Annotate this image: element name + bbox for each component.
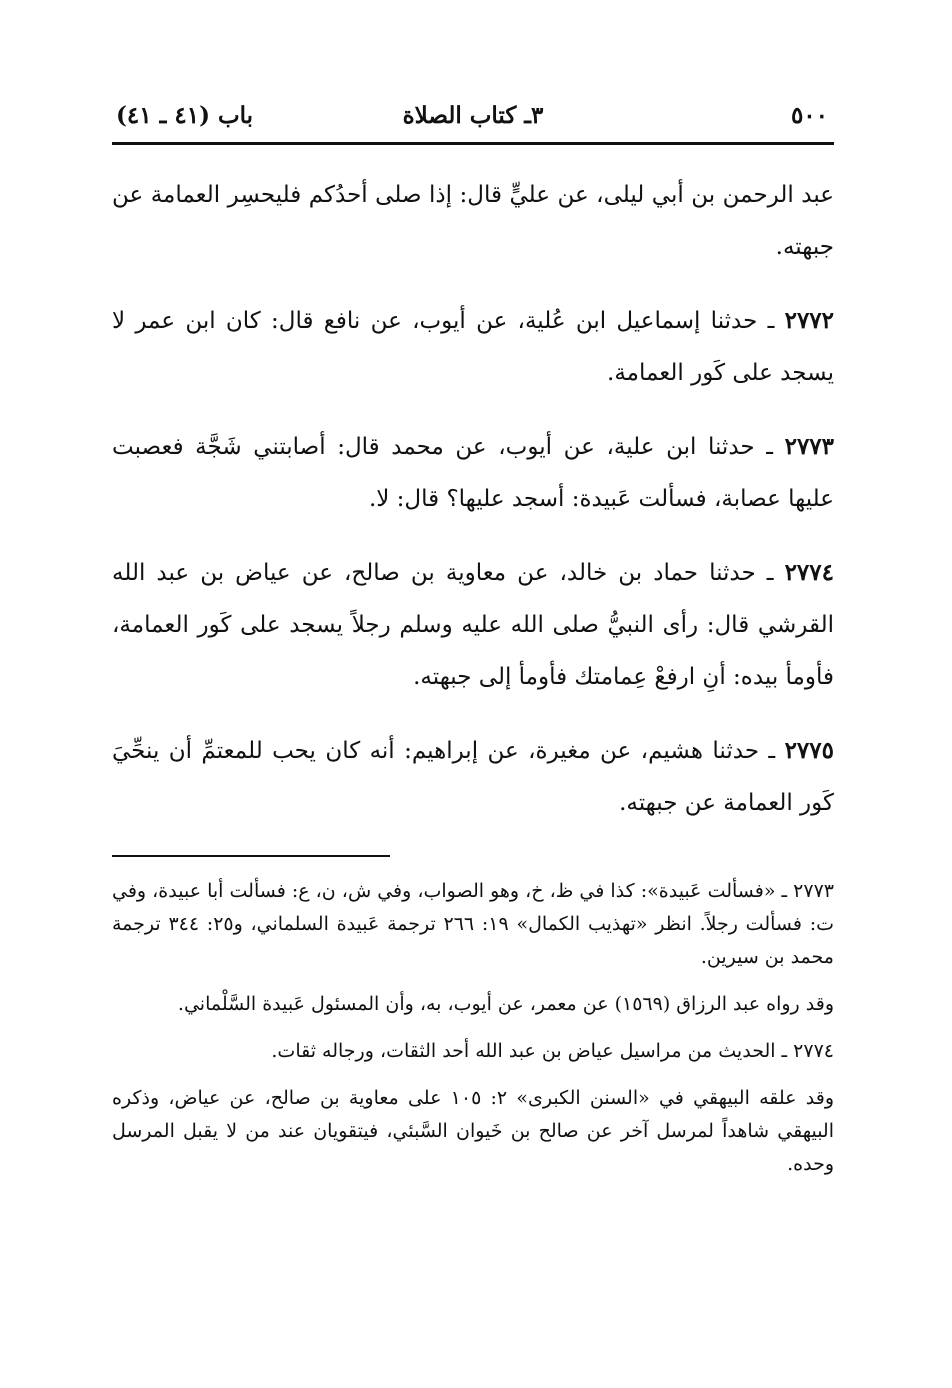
footnote: وقد علقه البيهقي في «السنن الكبرى» ٢: ١٠٥ على معاوية بن صالح، عن عياض، وذكره البيهقي شاهداً لمرسل آخر عن صالح بن خَيوان السَّبئي، فيتقويان عند من لا يقبل المرسل وحده. bbox=[112, 1087, 834, 1175]
hadith-text: ـ حدثنا حماد بن خالد، عن معاوية بن صالح، عن عياض بن عبد الله القرشي قال: رأى النبيُّ صلى الله عليه وسلم رجلاً يسجد على كَور العمامة، فأومأ بيده: أنِ ارفعْ عِمامتك فأومأ إلى جبهته. bbox=[112, 560, 834, 690]
page-number: ٥٠٠ bbox=[790, 102, 828, 129]
hadith-paragraph bbox=[112, 725, 834, 829]
hadith-paragraph bbox=[112, 547, 834, 703]
hadith-paragraph bbox=[112, 295, 834, 399]
hadith-number: ٢٧٧٣ bbox=[784, 433, 835, 460]
hadith-number: ٢٧٧٥ bbox=[784, 737, 834, 764]
main-text bbox=[112, 169, 834, 829]
hadith-paragraph bbox=[112, 421, 834, 525]
hadith-text: ـ حدثنا إسماعيل ابن عُلية، عن أيوب، عن نافع قال: كان ابن عمر لا يسجد على كَور العمامة. bbox=[112, 308, 834, 386]
header-rule bbox=[112, 142, 834, 145]
hadith-number: ٢٧٧٤ bbox=[784, 559, 834, 586]
footnote: ٢٧٧٣ ـ «فسألت عَبيدة»: كذا في ظ، خ، وهو الصواب، وفي ش، ن، ع: فسألت أبا عبيدة، وفي ت: فسألت رجلاً. انظر «تهذيب الكمال» ١٩: ٢٦٦ ترجمة عَبيدة السلماني، و٢٥: ٣٤٤ ترجمة محمد بن سيرين. bbox=[112, 880, 834, 968]
book-title: ٣ـ كتاب الصلاة bbox=[402, 102, 544, 129]
footnote: وقد رواه عبد الرزاق (١٥٦٩) عن معمر، عن أيوب، به، وأن المسئول عَبيدة السَّلْماني. bbox=[177, 993, 834, 1015]
footnotes bbox=[112, 875, 834, 1181]
hadith-text: ـ حدثنا هشيم، عن مغيرة، عن إبراهيم: أنه كان يحب للمعتمِّ أن ينحِّيَ كَور العمامة عن جبهته. bbox=[112, 738, 834, 816]
running-header bbox=[112, 92, 834, 140]
hadith-text: ـ حدثنا ابن علية، عن أيوب، عن محمد قال: أصابتني شَجَّة فعصبت عليها عصابة، فسألت عَبيدة: أسجد عليها؟ قال: لا. bbox=[112, 434, 834, 512]
footnote-separator-wrap bbox=[112, 855, 834, 857]
footnote-separator bbox=[112, 855, 390, 857]
chapter-reference: باب (٤١ ـ ٤١) bbox=[116, 102, 254, 129]
book-page bbox=[112, 92, 834, 1312]
continuation-paragraph: عبد الرحمن بن أبي ليلى، عن عليٍّ قال: إذا صلى أحدُكم فليحسِر العمامة عن جبهته. bbox=[112, 182, 834, 260]
hadith-number: ٢٧٧٢ bbox=[784, 307, 835, 334]
footnote: ٢٧٧٤ ـ الحديث من مراسيل عياض بن عبد الله أحد الثقات، ورجاله ثقات. bbox=[271, 1040, 834, 1062]
